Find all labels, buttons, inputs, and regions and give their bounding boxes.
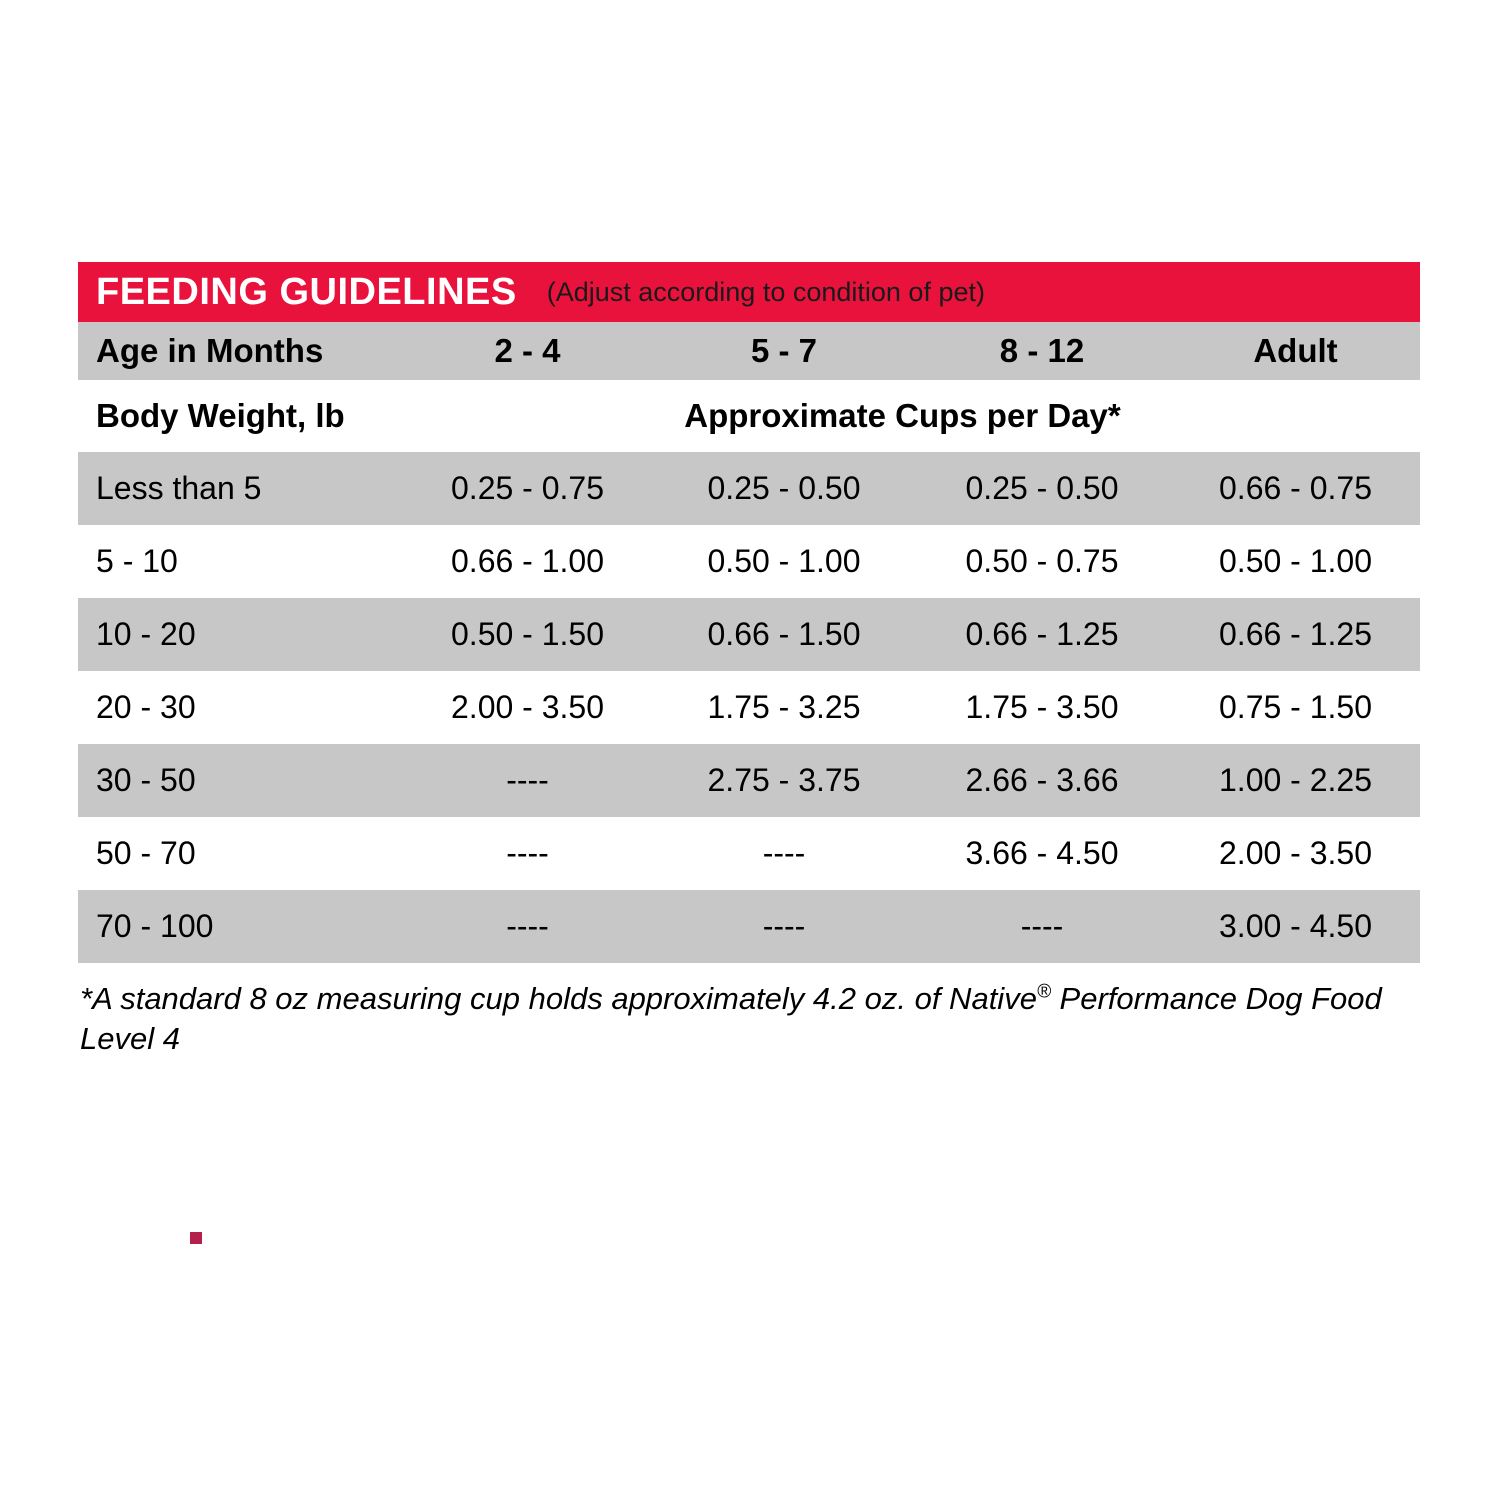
table-title-bar (78, 262, 1420, 322)
page-title: FEEDING GUIDELINES (96, 271, 517, 313)
row-value-2: ---- (762, 835, 806, 871)
registered-mark: ® (1036, 981, 1051, 1003)
row-weight: 50 - 70 (96, 835, 196, 871)
age-header-col-2: 5 - 7 (750, 332, 818, 369)
footnote-text-before: *A standard 8 oz measuring cup holds approximately 4.2 oz. of Native (80, 981, 1037, 1016)
row-value-4: 0.50 - 1.00 (1219, 543, 1372, 579)
row-value-4: 1.00 - 2.25 (1219, 762, 1372, 798)
row-value-2: ---- (762, 908, 806, 944)
row-value-3: 1.75 - 3.50 (965, 689, 1119, 725)
row-value-2: 2.75 - 3.75 (707, 762, 861, 798)
row-value-4: 0.66 - 1.25 (1219, 616, 1372, 652)
table-row (78, 744, 1420, 817)
age-header-col-3: 8 - 12 (999, 332, 1085, 369)
row-value-1: 0.50 - 1.50 (451, 616, 604, 652)
bodyweight-header-label: Body Weight, lb (96, 397, 345, 434)
bodyweight-header-units: Approximate Cups per Day* (684, 397, 1121, 434)
row-value-4: 0.66 - 0.75 (1219, 470, 1372, 506)
row-weight: 70 - 100 (96, 908, 214, 944)
row-value-3: 0.50 - 0.75 (965, 543, 1119, 579)
table-row (78, 817, 1420, 890)
row-value-4: 3.00 - 4.50 (1219, 908, 1372, 944)
table-row (78, 671, 1420, 744)
row-value-1: 0.25 - 0.75 (451, 470, 604, 506)
row-value-2: 0.66 - 1.50 (707, 616, 861, 652)
table-row (78, 890, 1420, 963)
row-value-1: ---- (506, 908, 549, 944)
row-value-4: 2.00 - 3.50 (1219, 835, 1372, 871)
row-value-3: ---- (1020, 908, 1064, 944)
age-header-row (78, 322, 1420, 380)
table-row (78, 525, 1420, 598)
row-value-2: 1.75 - 3.25 (707, 689, 861, 725)
table-row (78, 598, 1420, 671)
red-square-mark (190, 1232, 202, 1244)
bodyweight-header-row (78, 380, 1420, 452)
row-value-1: ---- (506, 762, 549, 798)
row-value-3: 0.25 - 0.50 (965, 470, 1119, 506)
row-value-2: 0.25 - 0.50 (707, 470, 861, 506)
title-note: (Adjust according to condition of pet) (546, 276, 985, 307)
footnote (78, 979, 1398, 1058)
age-header-label: Age in Months (96, 332, 324, 369)
row-weight: 20 - 30 (96, 689, 196, 725)
row-weight: 5 - 10 (96, 543, 178, 579)
footnote-text-after: Performance Dog Food Level 4 (80, 981, 1382, 1056)
row-value-3: 0.66 - 1.25 (965, 616, 1119, 652)
row-value-3: 3.66 - 4.50 (965, 835, 1119, 871)
row-value-1: 0.66 - 1.00 (451, 543, 604, 579)
row-weight: 30 - 50 (96, 762, 196, 798)
row-value-1: ---- (506, 835, 549, 871)
table-row (78, 452, 1420, 525)
age-header-col-4: Adult (1253, 332, 1338, 369)
feeding-guidelines-table (78, 262, 1420, 1058)
row-value-3: 2.66 - 3.66 (965, 762, 1119, 798)
row-value-4: 0.75 - 1.50 (1219, 689, 1372, 725)
row-value-1: 2.00 - 3.50 (451, 689, 604, 725)
row-value-2: 0.50 - 1.00 (707, 543, 861, 579)
row-weight: Less than 5 (96, 470, 262, 506)
row-weight: 10 - 20 (96, 616, 196, 652)
age-header-col-1: 2 - 4 (494, 332, 561, 369)
